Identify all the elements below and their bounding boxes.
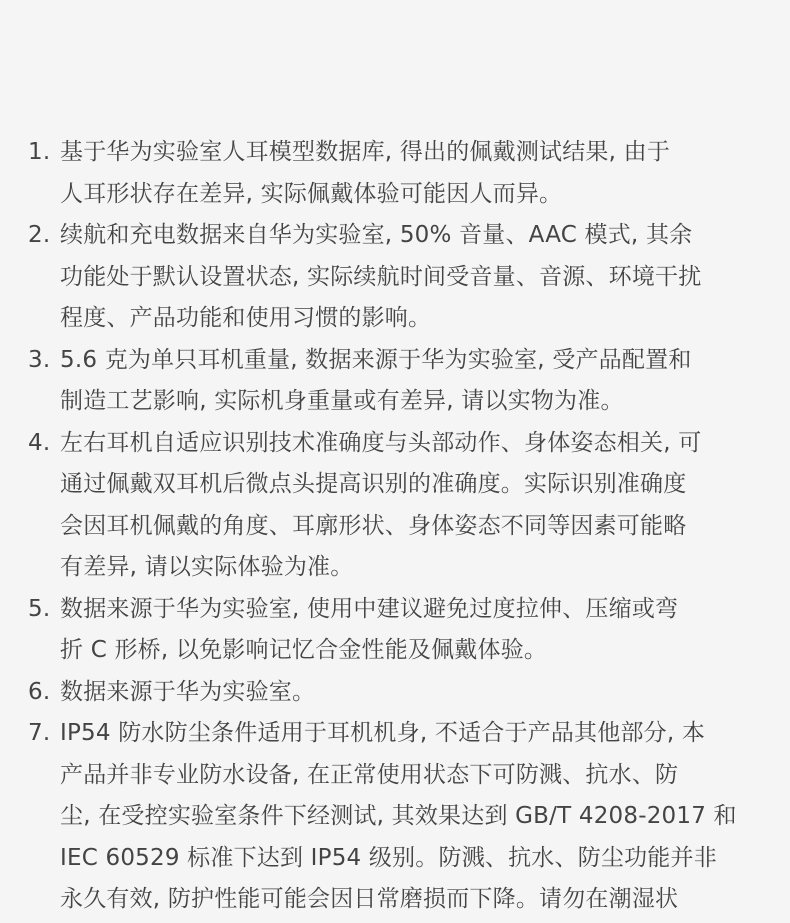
footnote-line: 通过佩戴双耳机后微点头提高识别的准确度。实际识别准确度 — [60, 471, 687, 497]
footnote-number: 1. — [28, 139, 51, 165]
footnote-line: 功能处于默认设置状态, 实际续航时间受音量、音源、环境干扰 — [60, 263, 702, 290]
footnote-text — [60, 672, 768, 714]
footnote-number: 5. — [28, 595, 51, 622]
footnote-line: 产品并非专业防水设备, 在正常使用状态下可防溅、抗水、防 — [60, 761, 679, 788]
footnote-line: 数据来源于华为实验室。 — [60, 678, 316, 705]
footnote-line: 程度、产品功能和使用习惯的影响。 — [60, 305, 432, 331]
footnote-text — [60, 340, 768, 423]
footnote-line: 人耳形状存在差异, 实际佩戴体验可能因人而异。 — [60, 180, 563, 207]
footnote-item — [28, 423, 768, 589]
footnote-item — [28, 215, 768, 340]
footnote-line: IP54 防水防尘条件适用于耳机机身, 不适合于产品其他部分, 本 — [60, 720, 706, 746]
footnote-text — [60, 423, 768, 589]
footnote-item — [28, 713, 768, 921]
footnote-number: 7. — [28, 720, 51, 746]
footnote-line: 永久有效, 防护性能可能会因日常磨损而下降。请勿在潮湿状 — [60, 886, 679, 912]
footnote-line: 基于华为实验室人耳模型数据库, 得出的佩戴测试结果, 由于 — [60, 139, 671, 165]
footnote-item — [28, 589, 768, 672]
footnote-item — [28, 340, 768, 423]
footnote-list — [28, 132, 768, 921]
footnote-item — [28, 672, 768, 714]
footnote-line: 尘, 在受控实验室条件下经测试, 其效果达到 GB/T 4208-2017 和 — [60, 803, 737, 829]
footnote-number: 4. — [28, 429, 51, 456]
footnote-text — [60, 132, 768, 215]
footnote-number: 3. — [28, 346, 51, 373]
footnote-text — [60, 215, 768, 340]
footnote-text — [60, 713, 768, 921]
footnote-line: 左右耳机自适应识别技术准确度与头部动作、身体姿态相关, 可 — [60, 429, 702, 456]
footnote-line: IEC 60529 标准下达到 IP54 级别。防溅、抗水、防尘功能并非 — [60, 844, 717, 871]
footnote-line: 有差异, 请以实际体验为准。 — [60, 554, 354, 580]
footnote-item — [28, 132, 768, 215]
footnote-line: 数据来源于华为实验室, 使用中建议避免过度拉伸、压缩或弯 — [60, 595, 679, 622]
footnote-line: 续航和充电数据来自华为实验室, 50% 音量、AAC 模式, 其余 — [60, 222, 693, 248]
footnote-line: 会因耳机佩戴的角度、耳廓形状、身体姿态不同等因素可能略 — [60, 512, 687, 539]
footnote-line: 制造工艺影响, 实际机身重量或有差异, 请以实物为准。 — [60, 388, 624, 414]
footnote-line: 5.6 克为单只耳机重量, 数据来源于华为实验室, 受产品配置和 — [60, 346, 692, 373]
footnote-number: 2. — [28, 222, 51, 248]
footnote-number: 6. — [28, 678, 51, 705]
footnote-text — [60, 589, 768, 672]
footnote-line: 折 C 形桥, 以免影响记忆合金性能及佩戴体验。 — [60, 637, 548, 663]
